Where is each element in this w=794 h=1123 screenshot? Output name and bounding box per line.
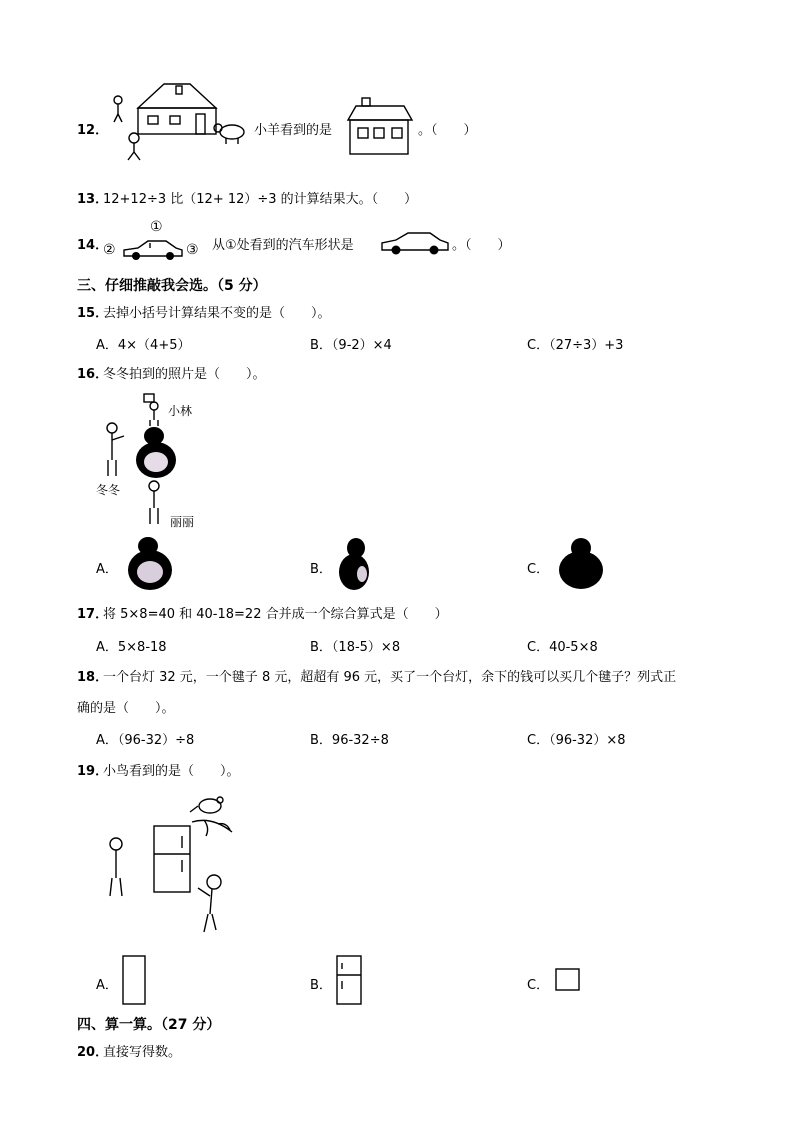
q12-number: 12． bbox=[77, 123, 109, 138]
q19-option-b[interactable]: B． bbox=[310, 978, 332, 993]
q19-number: 19． bbox=[77, 764, 109, 779]
q19-option-a[interactable]: A． bbox=[96, 978, 118, 993]
q16-question-text: 冬冬拍到的照片是（ ）。 bbox=[103, 367, 266, 382]
q16-label-xiaolin: 小林 bbox=[168, 404, 193, 418]
q17-question-text: 将 5×8=40 和 40-18=22 合并成一个综合算式是（ ） bbox=[103, 607, 448, 622]
q14-number: 14． bbox=[77, 238, 109, 253]
q20-number: 20． bbox=[77, 1045, 109, 1060]
q12-question-text: 小羊看到的是 bbox=[254, 123, 333, 138]
q18-question-text: 一个台灯 32 元，一个毽子 8 元，超超有 96 元，买了一个台灯，余下的钱可以买几个毽子？列式正 bbox=[103, 670, 677, 685]
q15-question-text: 去掉小括号计算结果不变的是（ ）。 bbox=[103, 306, 331, 321]
q14-position-2: ② bbox=[103, 242, 116, 258]
q16-label-dongdong: 冬冬 bbox=[96, 483, 121, 497]
q12-answer-blank[interactable]: 。（ ） bbox=[418, 123, 477, 138]
q17-option-a[interactable]: A．5×8-18 bbox=[96, 640, 167, 655]
q12-house-view-icon bbox=[346, 96, 412, 156]
q17-option-c[interactable]: C．40-5×8 bbox=[527, 640, 598, 655]
q12-scene-illustration bbox=[108, 82, 248, 166]
q16-label-lili: 丽丽 bbox=[170, 515, 195, 529]
q17-option-b[interactable]: B．（18-5）×8 bbox=[310, 640, 401, 655]
q20-question-text: 直接写得数。 bbox=[103, 1045, 182, 1060]
q16-bear-front-icon bbox=[126, 536, 180, 592]
q15-option-b[interactable]: B．（9-2）×4 bbox=[310, 338, 392, 353]
q15-number: 15． bbox=[77, 306, 109, 321]
q18-question-text-continued: 确的是（ ）。 bbox=[77, 701, 175, 716]
q16-number: 16． bbox=[77, 367, 109, 382]
q15-option-c[interactable]: C．（27÷3）+3 bbox=[527, 338, 624, 353]
q14-position-1: ① bbox=[150, 219, 163, 235]
q19-question-text: 小鸟看到的是（ ）。 bbox=[103, 764, 240, 779]
q18-option-b[interactable]: B．96-32÷8 bbox=[310, 733, 389, 748]
q19-fridge-front-icon bbox=[336, 955, 362, 1005]
q16-bear-side-icon bbox=[336, 536, 376, 592]
q14-answer-blank[interactable]: 。（ ） bbox=[452, 238, 511, 253]
q19-fridge-scene-illustration bbox=[100, 792, 240, 940]
q19-fridge-side-icon bbox=[122, 955, 146, 1005]
q13-number: 13． bbox=[77, 192, 109, 207]
q13-question-text: 12+12÷3 比（12+ 12）÷3 的计算结果大。（ ） bbox=[103, 192, 418, 207]
q15-option-a[interactable]: A．4×（4+5） bbox=[96, 338, 191, 353]
q16-bear-back-icon bbox=[556, 536, 606, 590]
q14-car-answer-icon bbox=[380, 230, 450, 256]
q16-option-a[interactable]: A． bbox=[96, 562, 118, 577]
q18-option-c[interactable]: C．（96-32）×8 bbox=[527, 733, 626, 748]
q16-option-b[interactable]: B． bbox=[310, 562, 332, 577]
q14-car-side-icon bbox=[120, 238, 184, 262]
q16-option-c[interactable]: C． bbox=[527, 562, 550, 577]
q19-option-c[interactable]: C． bbox=[527, 978, 550, 993]
q17-number: 17． bbox=[77, 607, 109, 622]
section-4-title: 四、算一算。（27 分） bbox=[77, 1017, 221, 1033]
q19-fridge-top-icon bbox=[555, 968, 581, 992]
q18-option-a[interactable]: A．（96-32）÷8 bbox=[96, 733, 195, 748]
q18-number: 18． bbox=[77, 670, 109, 685]
section-3-title: 三、仔细推敲我会选。（5 分） bbox=[77, 278, 267, 294]
q14-position-3: ③ bbox=[186, 242, 199, 258]
q14-question-text: 从①处看到的汽车形状是 bbox=[212, 238, 354, 253]
